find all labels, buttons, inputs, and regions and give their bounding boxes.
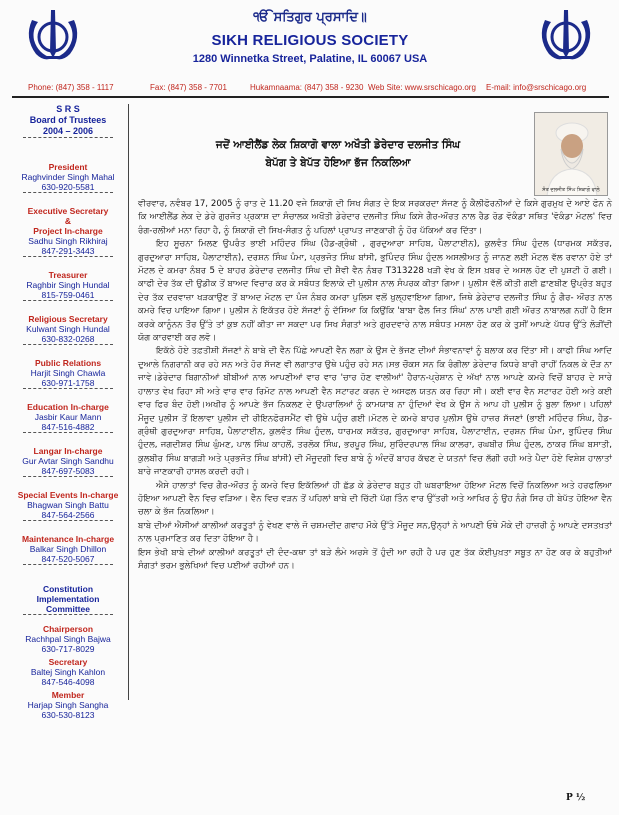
- trustee-role: Special Events In-charge: [17, 490, 119, 500]
- article-title-line: ਜਦੋਂ ਆਈਲੈਂਡ ਲੇਕ ਸ਼ਿਕਾਗੋ ਵਾਲਾ ਅਖੌਤੀ ਡੇਰੇਦਾਰ ਦਲਜੀਤ ਸਿੰਘ: [215, 139, 461, 151]
- article-body: [138, 198, 612, 788]
- article-paragraph: ਇਹ ਸੂਚਨਾ ਮਿਲਣ ਉਪਰੰਤ ਭਾਈ ਮਹਿੰਦਰ ਸਿੰਘ (ਹੈਡ-ਗ੍ਰੰਥੀ , ਗੁਰਦੁਆਰਾ ਸਾਹਿਬ, ਪੈਲਾਟਾਈਨ), ਕੁਲਵੰਤ ਸਿੰਘ ਹੁੰਦਲ (ਧਾਰਮਕ ਸਕੱਤਰ, ਗੁਰਦੁਆਰਾ ਸਾਹਿਬ, ਪੈਲਾਟਾਈਨ), ਦਰਸ਼ਨ ਸਿੰਘ ਪੰਮਾ, ਪ੍ਰਭਜੋਤ ਸਿੰਘ ਬਾਂਸੀ, ਭੁਪਿੰਦਰ ਸਿੰਘ ਹੁੰਦਲ ਅਸਲੀਅਤ ਨੂੰ ਜਾਨਣ ਲਈ ਮੋਟਲ ਵੱਲ ਰਵਾਨਾ ਹੋਏ ਤਾਂ ਮੋਟਲ ਦੇ ਕਮਰਾ ਨੰਬਰ 5 ਦੇ ਬਾਹਰ ਡੇਰੇਦਾਰ ਦਲਜੀਤ ਸਿੰਘ ਦੀ ਸ਼ੈਵੀ ਵੈਨ ਨੰਬਰ T313228 ਖੜੀ ਵੇਖ ਕੇ ਇਸ ਖ਼ਬਰ ਦੇ ਅਸਲ ਹੋਣ ਦੀ ਪੁਸ਼ਟੀ ਹੋ ਗਈ।ਕਾਫੀ ਦੇਰ ਤੱਕ ਦੀ ਉਡੀਕ ਤੋਂ ਬਾਅਦ ਵਿਚਾਰ ਕਰ ਕੇ ਸਬੰਧਤ ਇਲਾਕੇ ਦੀ ਪੁਲੀਸ ਨਾਲ ਸੰਪਰਕ ਕੀਤਾ ਗਿਆ। ਪੁਲੀਸ ਵੱਲੋਂ ਕੀਤੀ ਗਈ ਛਾਣਬੀਣ ਉਪ੍ਰੰਤ ਬਹੁਤ ਦੇਰ ਤੱਕ ਦਰਵਾਜ਼ਾ ਖੜਕਾਉਣ ਤੋਂ ਬਾਅਦ ਮੋਟਲ ਦਾ ਪੰਜ ਨੰਬਰ ਕਮਰਾ ਪੁਲਿਸ ਵਲੋਂ ਖੁਲ੍ਹਵਾਇਆ ਗਿਆ, ਜਿਥੇ ਡੇਰੇਦਾਰ ਦਲਜੀਤ ਸਿੰਘ ਨੂੰ ਗੈਰ- ਔਰਤ ਨਾਲ ਕਮਰੇ ਵਿਚ ਪਾਇਆ ਗਿਆ। ਪੁਲੀਸ ਨੇ ਇਕੱਤਰ ਹੋਏ ਸੱਜਣਾਂ ਨੂੰ ਦੱਸਿਆ ਕਿ ਕਿਉਂਕਿ 'ਬਾਬਾ ਫੈਲ ਜਿਤ ਸਿੰਘ' ਨਾਲ ਪਾਈ ਗਈ ਔਰਤ ਨਾਬਾਲਗ ਨਹੀਂ ਹੈ ਇਸ ਕਰਕੇ ਕਾਨੂੰਨਨ ਤੌਰ ਉੱਤੇ ਤਾਂ ਕੁਝ ਨਹੀਂ ਕੀਤਾ ਜਾ ਸਕਦਾ ਪਰ ਸਿਖ ਸੰਗਤਾਂ ਅਤੇ ਗੁਰਦਵਾਰੇ ਨਾਲ ਸਬੰਧਤ ਮਸਲਾ ਹੋਣ ਕਰ ਕੇ ਤੁਸੀਂ ਆਪਣੇ ਪੱਧਰ ਉੱਤੇ ਲੋੜੀਂਦੀ ਯੋਗ ਕਾਰਵਾਈ ਕਰ ਲਵੋ।: [138, 239, 612, 344]
- organization-name: SIKH RELIGIOUS SOCIETY: [211, 32, 409, 49]
- trustee-name: Raghbir Singh Hundal: [26, 280, 110, 290]
- trustee-name: Balkar Singh Dhillon: [29, 544, 107, 554]
- sidebar-divider: [23, 564, 113, 565]
- sidebar-heading-line: S R S: [56, 104, 80, 114]
- trustee-entry: [8, 206, 128, 257]
- trustee-entry: [8, 358, 128, 389]
- trustee-phone: 847-520-5067: [41, 554, 95, 564]
- photo-caption: ਸੰਤ ਦਲਜੀਤ ਸਿੰਘ ਸ਼ਿਕਾਗੋ ਵਾਲੇ: [542, 187, 600, 193]
- committee-heading: [8, 584, 128, 615]
- trustee-entry: [8, 162, 128, 193]
- trustee-phone: 847-697-5083: [41, 466, 95, 476]
- trustee-name: Raghvinder Singh Mahal: [21, 172, 115, 182]
- trustee-name: Bhagwan Singh Battu: [27, 500, 109, 510]
- committee-phone: 630-530-8123: [41, 710, 95, 720]
- ik-onkar-invocation: ੴ ਸਤਿਗੁਰ ਪ੍ਰਸਾਦਿ॥: [253, 10, 367, 25]
- article-paragraph: ਐਸੇ ਹਾਲਾਤਾਂ ਵਿਚ ਗੈਰ-ਔਰਤ ਨੂੰ ਕਮਰੇ ਵਿਚ ਇਕੱਲਿਆਂ ਹੀ ਛੱਡ ਕੇ ਡੇਰੇਦਾਰ ਬਹੁਤ ਹੀ ਘਬਰਾਇਆ ਹੋਇਆ ਮੋਟਲ ਵਿਚੋਂ ਨਿਕਲਿਆ ਅਤੇ ਹਰਫਲਿਆ ਹੋਇਆ ਆਪਣੀ ਵੈਨ ਵਿਚ ਵੜਿਆ। ਵੈਨ ਵਿਚ ਵੜਨ ਤੋਂ ਪਹਿਲਾਂ ਬਾਬੇ ਦੀ ਚਿੱਟੀ ਪੱਗ ਤਿੰਨ ਵਾਰ ਉੱਤਰੀ ਅਤੇ ਆਖਿਰ ਨੂੰ ਉਹ ਨੰਗੇ ਸਿਰ ਹੀ ਬੇਪੱਤ ਹੋਇਆ ਵੈਨ ਚਲਾ ਕੇ ਭੱਜ ਨਿਕਲਿਆ।: [138, 480, 612, 518]
- portrait-illustration: [535, 113, 608, 196]
- committee-phone: 847-546-4098: [41, 677, 95, 687]
- sidebar-heading-line: 2004 – 2006: [42, 126, 94, 136]
- trustee-name: Harjit Singh Chawla: [30, 368, 106, 378]
- committee-heading-line: Constitution: [42, 584, 94, 594]
- page-number: P ½: [566, 793, 586, 803]
- sidebar-divider: [23, 137, 113, 138]
- article-paragraph: ਇਸ ਭੇਖੀ ਬਾਬੇ ਦੀਆਂ ਕਾਲੀਆਂ ਕਰਤੂਤਾਂ ਦੀ ਦੰਦ-ਕਥਾ ਤਾਂ ਬੜੇ ਲੰਮੇ ਅਰਸੇ ਤੋਂ ਹੁੰਦੀ ਆ ਰਹੀ ਹੈ ਪਰ ਹੁਣ ਤੱਕ ਕੋਈਪੁਖ਼ਤਾ ਸਬੂਤ ਨਾ ਹੋਣ ਕਰ ਕੇ ਬਹੁਤੀਆਂ ਸੰਗਤਾਂ ਭਰਮ ਭੁਲੇਖਿਆਂ ਵਿਚ ਪਈਆਂ ਰਹੀਆਂ ਹਨ।: [138, 547, 612, 571]
- sidebar-divider-line: [128, 104, 129, 700]
- trustee-role: Executive Secretary & Project In-charge: [27, 206, 109, 236]
- trustee-name: Sadhu Singh Rikhiraj: [28, 236, 108, 246]
- trustee-phone: 847-516-4882: [41, 422, 95, 432]
- sidebar-divider: [23, 432, 113, 433]
- trustee-entry: [8, 490, 128, 521]
- sidebar-divider: [23, 614, 113, 615]
- trustee-role: Maintenance In-charge: [21, 534, 115, 544]
- sidebar-divider: [23, 520, 113, 521]
- trustee-name: Jasbir Kaur Mann: [34, 412, 102, 422]
- trustee-role: Public Relations: [34, 358, 102, 368]
- portrait-photo: [534, 112, 608, 196]
- article-title: [148, 136, 528, 172]
- trustee-entry: [8, 270, 128, 301]
- sidebar-divider: [23, 388, 113, 389]
- sidebar-heading: [8, 104, 128, 138]
- trustee-name: Kulwant Singh Hundal: [26, 324, 110, 334]
- committee-name: Harjap Singh Sangha: [27, 700, 109, 710]
- article-paragraph: ਵੀਰਵਾਰ, ਨਵੰਬਰ 17, 2005 ਨੂੰ ਰਾਤ ਦੇ 11.20 ਵਜੇ ਸ਼ਿਕਾਗੋ ਦੀ ਸਿਖ ਸੰਗਤ ਦੇ ਇਕ ਸਰਕਰਦਾ ਸੱਜਣ ਨੂੰ ਕੈਲੀਫੋਰਨੀਆਂ ਦੇ ਕਿਸੇ ਗੁਰਮੁਖ ਦੇ ਆਏ ਫੋਨ ਨੇ ਕਿ ਆਈਲੈਂਡ ਲੇਕ ਦੇ ਡੇਰੇ ਗੁਰਜੋਤ ਪ੍ਰਕਾਸ਼ ਦਾ ਸੰਚਾਲਕ ਅਖੌਤੀ ਡੇਰੇਦਾਰ ਦਲਜੀਤ ਸਿੰਘ ਕਿਸੇ ਗੈਰ-ਔਰਤ ਨਾਲ ਰੈਡ ਰੋਡ ਵੋਕੰਡਾ ਸਥਿਤ 'ਵੋਕੰਡਾ ਮੋਟਲ' ਵਿਚ ਰੰਗ-ਰਲੀਆਂ ਮਨਾ ਰਿਹਾ ਹੈ, ਨੂੰ ਸ਼ਿਕਾਗੋ ਦੀ ਸਿਖ-ਸੰਗਤ ਨੂੰ ਪਹਿਲਾਂ ਪ੍ਰਾਪਤ ਜਾਣਕਾਰੀ ਨੂੰ ਹੋਰ ਪੱਕਿਆਂ ਕਰ ਦਿੱਤਾ।: [138, 199, 612, 236]
- organization-address: 1280 Winnetka Street, Palatine, IL 60067 USA: [192, 53, 428, 65]
- committee-entry: [8, 690, 128, 720]
- trustee-entry: [8, 446, 128, 477]
- article-title-line: ਬੇਪੱਗ ਤੇ ਬੇਪੱਤ ਹੋਇਆ ਭੱਜ ਨਿਕਲਿਆ: [265, 157, 411, 169]
- sidebar-divider: [23, 256, 113, 257]
- website-link[interactable]: Web Site: www.srschicago.org: [368, 83, 476, 92]
- header-divider: [12, 96, 609, 98]
- sidebar-divider: [23, 476, 113, 477]
- trustee-phone: 630-971-1758: [41, 378, 95, 388]
- trustee-phone: 847-564-2566: [41, 510, 95, 520]
- committee-entry: [8, 624, 128, 654]
- trustee-phone: 630-920-5581: [41, 182, 95, 192]
- trustee-entry: [8, 534, 128, 565]
- committee-name: Rachhpal Singh Bajwa: [25, 634, 111, 644]
- trustee-role: Langar In-charge: [33, 446, 103, 456]
- fax-number: Fax: (847) 358 - 7701: [150, 83, 227, 92]
- trustee-role: Religious Secretary: [28, 314, 108, 324]
- trustee-entry: [8, 314, 128, 345]
- committee-role: Member: [51, 690, 85, 700]
- trustee-role: President: [48, 162, 88, 172]
- email-link[interactable]: E-mail: info@srschicago.org: [486, 83, 587, 92]
- committee-heading-line: Committee: [46, 604, 90, 614]
- contact-bar: [22, 82, 604, 95]
- phone-number: Phone: (847) 358 - 1117: [28, 83, 114, 92]
- trustee-role: Treasurer: [48, 270, 88, 280]
- committee-entry: [8, 657, 128, 687]
- trustee-phone: 815-759-0461: [41, 290, 95, 300]
- khanda-emblem-icon: [535, 6, 597, 68]
- trustee-phone: 630-832-0268: [41, 334, 95, 344]
- committee-role: Chairperson: [42, 624, 94, 634]
- sidebar-divider: [23, 300, 113, 301]
- article-paragraph: ਬਾਬੇ ਦੀਆਂ ਐਸੀਆਂ ਕਾਲੀਆਂ ਕਰਤੂਤਾਂ ਨੂੰ ਵੇਖਣ ਵਾਲੇ ਜੋ ਚਸ਼ਮਦੀਦ ਗਵਾਹ ਮੌਕੇ ਉੱਤੇ ਮੌਜੂਦ ਸਨ,ਉਨ੍ਹਾਂ ਨੇ ਆਪਣੀ ਓਥੇ ਮੌਕੇ ਦੀ ਹਾਜ਼ਰੀ ਨੂੰ ਆਪਣੇ ਦਸਤਖ਼ਤਾਂ ਨਾਲ ਪ੍ਰਮਾਣਿਤ ਕਰ ਦਿਤਾ ਹੋਇਆ ਹੈ।: [138, 520, 612, 545]
- trustee-phone: 847-291-3443: [41, 246, 95, 256]
- sidebar-divider: [23, 344, 113, 345]
- committee-heading-line: Implementation: [36, 594, 100, 604]
- trustee-role: Education In-charge: [27, 402, 109, 412]
- khanda-emblem-icon: [22, 6, 84, 68]
- trustee-name: Gur Avtar Singh Sandhu: [22, 456, 114, 466]
- article-paragraph: ਇਕੱਠੇ ਹੋਏ ਤਫ਼ਤੀਸ਼ੀ ਸੱਜਣਾਂ ਨੇ ਬਾਬੇ ਦੀ ਵੈਨ ਪਿੱਛੇ ਆਪਣੀ ਵੈਨ ਲਗਾ ਕੇ ਉਸ ਦੇ ਭੱਜਣ ਦੀਆਂ ਸੰਭਾਵਨਾਵਾਂ ਨੂੰ ਬਲਾਕ ਕਰ ਦਿੱਤਾ ਸੀ। ਕਾਫੀ ਸਿੰਘ ਆਦਿ ਦੁਆਲੇ ਨਿਗਰਾਨੀ ਕਰ ਰਹੇ ਸਨ ਅਤੇ ਹੋਰ ਸੱਜਣ ਵੀ ਲਗਾਤਾਰ ਉਥੇ ਪਹੁੰਚ ਰਹੇ ਸਨ।ਸਭ ਚੌਕਸ ਸਨ ਕਿ ਰੰਗੀਲਾ ਡੇਰੇਦਾਰ ਕਿਧਰੇ ਬਾਰੀ ਰਾਹੀਂ ਨਿਕਲ ਕੇ ਦੌੜ ਨਾ ਜਾਵੇ।ਡੇਰੇਦਾਰ ਬਿਗਾਨੀਆਂ ਬੀਬੀਆਂ ਨਾਲ ਆਪਣੀਆਂ ਵਾਰ ਵਾਰ 'ਚਾਰ ਹੋਣ ਵਾਲੀਆਂ' ਹੈਰਾਨ-ਪ੍ਰੇਸ਼ਾਨ ਦੇ ਅੱਖਾਂ ਨਾਲ ਆਪਣੇ ਕਮਰੇ ਵਿਚੋਂ ਬਾਹਰ ਦੇ ਸਾਰੇ ਹਾਲਾਤ ਵੇਖ ਰਿਹਾ ਸੀ ਅਤੇ ਵਾਰ ਵਾਰ ਰਿਮੋਟ ਨਾਲ ਆਪਣੀ ਵੈਨ ਸਟਾਰਟ ਕਰਨ ਦੇ ਅਸਫਲ ਯਤਨ ਕਰ ਰਿਹਾ ਸੀ। ਕਈ ਵਾਰ ਵੈਨ ਸਟਾਰਟ ਹੋਈ ਅਤੇ ਕਈ ਵਾਰ ਫਿਰ ਬੰਦ ਹੋਈ।ਅਖੀਰ ਨੂੰ ਆਪਣੇ ਭੱਜ ਨਿਕਲਣ ਦੇ ਉਪਰਾਲਿਆਂ ਨੂੰ ਕਾਮਯਾਬ ਨਾ ਹੁੰਦਿਆਂ ਵੇਖ ਕੇ ਉਸ ਨੇ ਆਪ ਹੀ ਪੁਲੀਸ ਨੂੰ ਬੁਲਾ ਲਿਆ। ਪਹਿਲਾਂ ਮੌਜੂਦ ਪੁਲੀਸ ਤੋਂ ਇਲਾਵਾ ਪੁਲੀਸ ਦੀ ਰੀਇਨਫੋਰਸਮੈਂਟ ਵੀ ਉਥੇ ਪਹੁੰਚ ਗਈ।ਮੋਟਲ ਦੇ ਕਮਰੇ ਬਾਹਰ ਪੁਲੀਸ ਉਥੇ ਹਾਜ਼ਰ ਸੱਜਣਾਂ (ਭਾਈ ਮਹਿੰਦਰ ਸਿੰਘ, ਹੈਡ-ਗ੍ਰੰਥੀ ਗੁਰਦੁਆਰਾ ਸਾਹਿਬ, ਪੈਲਾਟਾਈਨ, ਕੁਲਵੰਤ ਸਿੰਘ ਹੁੰਦਲ, ਧਾਰਮਕ ਸਕੱਤਰ, ਗੁਰਦੁਆਰਾ ਸਾਹਿਬ, ਪੈਲਾਟਾਈਨ, ਦਰਸ਼ਨ ਸਿੰਘ ਪੰਮਾ, ਭੁਪਿੰਦਰ ਸਿੰਘ ਹੁੰਦਲ, ਜਗਦੀਸ਼ਰ ਸਿੰਘ ਘੁੰਮਣ, ਪਾਲ ਸਿੰਘ ਕਾਹਲੋਂ, ਤਰਲੋਕ ਸਿੰਘ, ਭਰਪੂਰ ਸਿੰਘ, ਸੁਰਿੰਦਰਪਾਲ ਸਿੰਘ ਕਾਲਰਾ, ਰਘਬੀਰ ਸਿੰਘ ਹੁੰਦਲ, ਠਾਕਰ ਸਿੰਘ ਬਸਾਤੀ, ਕੁਲਬੀਰ ਸਿੰਘ ਬਾਗੜੀ ਅਤੇ ਪ੍ਰਭਜੋਤ ਸਿੰਘ ਬਾਂਸੀ) ਦੀ ਮੌਜੂਦਗੀ ਵਿਚ ਬਾਬੇ ਨੂੰ ਅੰਦਰੋਂ ਬਾਹਰ ਕੱਢਣ ਦੇ ਯਤਨਾਂ ਵਿਚ ਲੱਗੀ ਰਹੀ ਅਤੇ ਪੈਦਾ ਹੋਏ ਵਿਸ਼ੇਸ਼ ਹਾਲਾਤਾਂ ਬਾਰੇ ਜਾਣਕਾਰੀ ਹਾਸਲ ਕਰਦੀ ਰਹੀ।: [138, 346, 612, 478]
- committee-phone: 630-717-8029: [41, 644, 95, 654]
- hukamnama-number: Hukamnaama: (847) 358 - 9230: [250, 83, 364, 92]
- committee-role: Secretary: [48, 657, 88, 667]
- sidebar-heading-line: Board of Trustees: [29, 115, 107, 125]
- trustee-entry: [8, 402, 128, 433]
- board-of-trustees-sidebar: [8, 104, 128, 720]
- sidebar-divider: [23, 192, 113, 193]
- committee-name: Baltej Singh Kahlon: [30, 667, 106, 677]
